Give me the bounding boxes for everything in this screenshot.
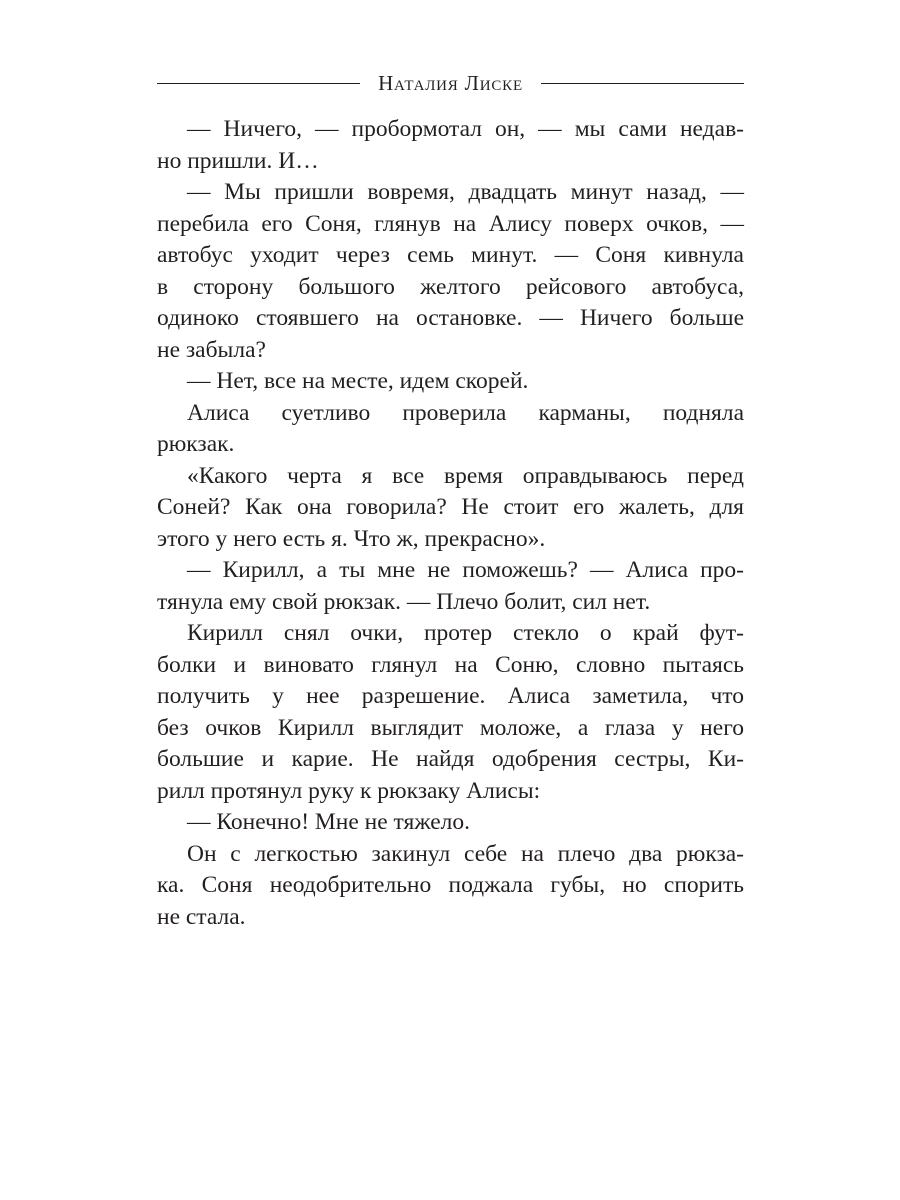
text-line: Он с легкостью закинул себе на плечо два рюкза- — [187, 840, 744, 867]
text-line: ка. Соня неодобрительно поджала губы, но спорить — [157, 872, 744, 898]
text-line: рюкзак. — [157, 431, 235, 457]
text-line: Кирилл снял очки, протер стекло о край фут- — [187, 620, 744, 646]
text-line: одиноко стоявшего на остановке. — Ничего больше — [157, 305, 744, 331]
text-line: — Ничего, — пробормотал он, — мы сами недав- — [187, 116, 744, 142]
text-line: перебила его Соня, глянув на Алису поверх очков, — — [157, 210, 744, 237]
text-line: без очков Кирилл выглядит моложе, а глаза у него — [157, 714, 744, 741]
running-header — [157, 68, 744, 98]
text-line: — Мы пришли вовремя, двадцать минут назад, — — [187, 179, 744, 205]
text-line: болки и виновато глянул на Соню, словно пытаясь — [157, 651, 744, 678]
page-body-text — [157, 114, 744, 933]
header-rule-right — [541, 83, 744, 84]
text-line: этого у него есть я. Что ж, прекрасно». — [157, 525, 546, 552]
text-line: Соней? Как она говорила? Не стоит его жалеть, для — [157, 494, 744, 520]
text-line: «Какого черта я все время оправдываюсь перед — [187, 462, 744, 489]
text-line: Алиса суетливо проверила карманы, подняла — [187, 399, 744, 426]
text-line: большие и карие. Не найдя одобрения сестры, Ки- — [157, 746, 744, 772]
running-title: Наталия Лиске — [378, 70, 523, 95]
header-rule-left — [157, 83, 360, 84]
text-line: не стала. — [157, 903, 246, 930]
text-line: тянула ему свой рюкзак. — Плечо болит, сил нет. — [157, 588, 651, 615]
text-line: но пришли. И… — [157, 147, 319, 174]
text-line: не забыла? — [157, 336, 266, 363]
text-line: получить у нее разрешение. Алиса заметила, что — [157, 683, 744, 709]
text-line: — Конечно! Мне не тяжело. — [187, 809, 471, 835]
text-line: рилл протянул руку к рюкзаку Алисы: — [157, 777, 541, 804]
text-line: — Нет, все на месте, идем скорей. — [187, 368, 529, 394]
text-line: автобус уходит через семь минут. — Соня кивнула — [157, 242, 744, 268]
text-line: в сторону большого желтого рейсового автобуса, — [157, 273, 744, 300]
text-line: — Кирилл, а ты мне не поможешь? — Алиса про- — [187, 557, 744, 583]
